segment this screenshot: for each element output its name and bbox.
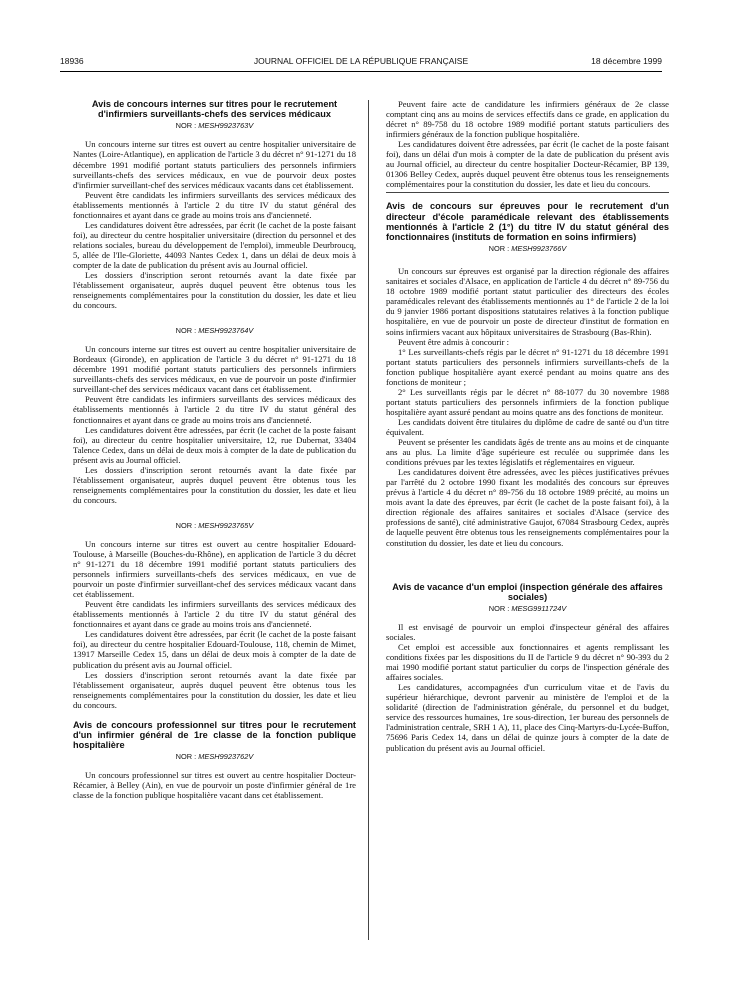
nor-label: NOR : — [175, 121, 197, 131]
notice-strasbourg — [386, 201, 669, 547]
nor-reference — [386, 244, 669, 254]
notice-igas — [386, 582, 669, 753]
notice-belley-continued — [386, 99, 669, 189]
nor-code: MESG9911724V — [511, 603, 567, 613]
paragraph: Les candidatures doivent être adressées, par écrit (le cachet de la poste faisant foi), au directeur du centre hospitalier universitaire (direction du personnel et des relations sociales, bureau du développement de l'emploi), immeuble Deurbroucq, 5, allée de l'Ile-Gloriette, 44093 Nantes Cedex 1, dans un délai de deux mois à compter de la date de publication du présent avis au Journal officiel. — [73, 219, 356, 270]
paragraph: Les candidatures doivent être adressées, par écrit (le cachet de la poste faisant foi), au directeur du centre hospitalier Edouard-Toulouse, 118, chemin de Mimet, 13917 Marseille Cedex 15, dans un délai de deux mois à compter de la date de publication du présent avis au Journal officiel. — [73, 629, 356, 670]
nor-code: MESH9923763V — [198, 121, 254, 131]
notice-belley — [73, 720, 356, 801]
page-number: 18936 — [60, 56, 84, 66]
nor-reference — [73, 521, 356, 531]
nor-label: NOR : — [488, 603, 510, 613]
paragraph: Les dossiers d'inscription seront retournés avant la date fixée par l'établissement organisateur, auprès duquel peuvent être obtenus tous les renseignements complémentaires pour la constitution du dossier, les date et lieu du concours. — [73, 270, 356, 311]
paragraph: Les candidatures doivent être adressées, avec les pièces justificatives prévues par l'arrêté du 2 octobre 1990 fixant les modalités des concours sur épreuves prévus à l'article 4 du décret n° 89-756 du 18 octobre 1989 précité, au moins un mois avant la date des épreuves, par écrit (le cachet de la poste faisant foi), à la direction régionale des affaires sanitaires et sociales d'Alsace (service des professions de santé), cité administrative Gaujot, 67084 Strasbourg Cedex, auprès de laquelle peuvent être obtenus tous les renseignements complémentaires pour la constitution du dossier, les date et lieu du concours. — [386, 467, 669, 548]
journal-title: JOURNAL OFFICIEL DE LA RÉPUBLIQUE FRANÇAISE — [253, 56, 469, 66]
notice-nantes — [73, 99, 356, 310]
paragraph: Peuvent faire acte de candidature les infirmiers généraux de 2e classe comptant cinq ans au moins de services effectifs dans ce grade, en application du décret n° 89-758 du 18 octobre 1989 modifié portant statuts particuliers des infirmiers généraux de la fonction publique hospitalière. — [386, 99, 669, 140]
column-divider — [368, 100, 369, 940]
nor-code: MESH9923766V — [511, 244, 567, 254]
paragraph: Un concours interne sur titres est ouvert au centre hospitalier Edouard-Toulouse, à Marseille (Bouches-du-Rhône), en application de l'article 3 du décret n° 91-1271 du 18 décembre 1991 modifié portant statuts particuliers des personnels infirmiers surveillants-chefs des services médicaux, en vue de pourvoir un poste d'infirmier surveillant-chef des services médicaux vacant dans cet établissement. — [73, 538, 356, 600]
page-header — [60, 56, 662, 70]
notice-bordeaux — [73, 326, 356, 505]
paragraph: Les candidatures doivent être adressées, par écrit (le cachet de la poste faisant foi), dans un délai d'un mois à compter de la date de publication du présent avis au Journal officiel, au directeur du centre hospitalier Docteur-Récamier, BP 139, 01306 Belley Cedex, auprès duquel peuvent être obtenus tous les renseignements complémentaires pour la constitution du dossier, les date et lieu du concours. — [386, 139, 669, 190]
paragraph: Les dossiers d'inscription seront retournés avant la date fixée par l'établissement organisateur, auprès duquel peuvent être obtenus tous les renseignements complémentaires pour la constitution du dossier, les date et lieu du concours. — [73, 464, 356, 505]
notice-title: Avis de concours professionnel sur titres pour le recrutement d'un infirmier général de 1re classe de la fonction publique hospitalière — [73, 719, 356, 751]
notice-title: Avis de concours sur épreuves pour le recrutement d'un directeur d'école paramédicale relevant des établissements mentionnés à l'article 2 (1°) du titre IV du statut général des fonctionnaires (instituts de formation en soins infirmiers) — [386, 201, 669, 243]
nor-label: NOR : — [175, 752, 197, 762]
section-rule — [386, 192, 669, 193]
notice-title: Avis de vacance d'un emploi (inspection générale des affaires sociales) — [392, 581, 663, 602]
paragraph: Un concours interne sur titres est ouvert au centre hospitalier universitaire de Bordeaux (Gironde), en application de l'article 3 du décret n° 91-1271 du 18 décembre 1991 modifié portant statuts particuliers des personnels infirmiers surveillants-chefs des services médicaux, en vue de pourvoir un poste d'infirmier surveillant-chef des services médicaux vacant dans cet établissement. — [73, 344, 356, 395]
header-rule — [60, 71, 662, 72]
nor-label: NOR : — [175, 326, 197, 336]
nor-code: MESH9923765V — [198, 520, 254, 530]
paragraph: Cet emploi est accessible aux fonctionnaires et agents remplissant les conditions fixées par les dispositions du II de l'article 9 du décret n° 90-393 du 2 mai 1990 modifié portant statut particulier du corps de l'inspection générale des affaires sociales. — [386, 642, 669, 683]
paragraph: Peuvent être admis à concourir : — [398, 336, 509, 347]
nor-label: NOR : — [175, 520, 197, 530]
paragraph: 2° Les surveillants régis par le décret n° 88-1077 du 30 novembre 1988 portant statuts particuliers des personnels infirmiers de la fonction publique hospitalière ayant assuré pendant au moins quatre ans des fonctions de moniteur. — [386, 386, 669, 417]
nor-reference — [73, 326, 356, 336]
publication-date: 18 décembre 1999 — [591, 56, 662, 66]
right-column — [386, 99, 669, 753]
paragraph: Les candidatures, accompagnées d'un curriculum vitae et de l'avis du supérieur hiérarchique, devront parvenir au ministère de l'emploi et de la solidarité (direction de l'administration générale, du personnel et du budget, service des ressources humaines, 1re sous-direction, 1er bureau des personnels de l'administration centrale, SRH 1 A), 11, place des Cinq-Martyrs-du-Lycée-Buffon, 75696 Paris Cedex 14, dans un délai de quinze jours à compter de la date de publication du présent avis au Journal officiel. — [386, 682, 669, 753]
paragraph: Un concours professionnel sur titres est ouvert au centre hospitalier Docteur-Récamier, à Belley (Ain), en vue de pourvoir un poste d'infirmier général de 1re classe de la fonction publique hospitalière vacant dans cet établissement. — [73, 770, 356, 801]
left-column — [73, 99, 356, 801]
nor-reference — [386, 604, 669, 614]
notice-title: Avis de concours internes sur titres pour le recrutement d'infirmiers surveillants-chefs des services médicaux — [91, 99, 338, 120]
notice-marseille — [73, 521, 356, 710]
nor-code: MESH9923762V — [198, 752, 254, 762]
paragraph: Peuvent être candidats les infirmiers surveillants des services médicaux des établissements mentionnés à l'article 2 du titre IV du statut général des fonctionnaires et ayant dans ce grade au moins trois ans d'ancienneté. — [73, 599, 356, 630]
paragraph: Les candidats doivent être titulaires du diplôme de cadre de santé ou d'un titre équivalent. — [386, 416, 669, 437]
paragraph: Un concours sur épreuves est organisé par la direction régionale des affaires sanitaires et sociales d'Alsace, en application de l'article 4 du décret n° 89-756 du 18 octobre 1989 modifié portant statut particulier des directeurs des écoles paramédicales relevant des établissements mentionnés au 1° de l'article 2 de la loi du 9 janvier 1986 portant dispositions statutaires relatives à la fonction publique hospitalière, en vue de pourvoir un poste de directeur d'institut de formation en soins infirmiers vacant aux hôpitaux universitaires de Strasbourg (Bas-Rhin). — [386, 266, 669, 337]
nor-label: NOR : — [488, 244, 510, 254]
paragraph: Peuvent se présenter les candidats âgés de trente ans au moins et de cinquante ans au plus. La limite d'âge supérieure est reculée ou supprimée dans les conditions prévues par les textes législatifs et réglementaires en vigueur. — [386, 437, 669, 468]
nor-reference — [73, 121, 356, 131]
paragraph: Peuvent être candidats les infirmiers surveillants des services médicaux des établissements mentionnés à l'article 2 du titre IV du statut général des fonctionnaires et ayant dans ce grade au moins trois ans d'ancienneté. — [73, 394, 356, 425]
paragraph: Peuvent être candidats les infirmiers surveillants des services médicaux des établissements mentionnés à l'article 2 du titre IV du statut général des fonctionnaires et ayant dans ce grade au moins trois ans d'ancienneté. — [73, 189, 356, 220]
paragraph: 1° Les surveillants-chefs régis par le décret n° 91-1271 du 18 décembre 1991 portant statuts particuliers des personnels infirmiers surveillants-chefs de la fonction publique hospitalière ayant exercé pendant au moins quatre ans des fonctions de moniteur ; — [386, 346, 669, 387]
paragraph: Les dossiers d'inscription seront retournés avant la date fixée par l'établissement organisateur, auprès duquel peuvent être obtenus tous les renseignements complémentaires pour la constitution du dossier, les date et lieu du concours. — [73, 669, 356, 710]
paragraph: Un concours interne sur titres est ouvert au centre hospitalier universitaire de Nantes (Loire-Atlantique), en application de l'article 3 du décret n° 91-1271 du 18 décembre 1991 modifié portant statuts particuliers des personnels infirmiers surveillants-chefs des services médicaux, en vue de pourvoir deux postes d'infirmier surveillant-chef des services médicaux vacants dans cet établissement. — [73, 139, 356, 190]
paragraph: Les candidatures doivent être adressées, par écrit (le cachet de la poste faisant foi), au directeur du centre hospitalier universitaire, 12, rue Dubernat, 33404 Talence Cedex, dans un délai de deux mois à compter de la date de publication du présent avis au Journal officiel. — [73, 424, 356, 465]
nor-code: MESH9923764V — [198, 326, 254, 336]
paragraph: Il est envisagé de pourvoir un emploi d'inspecteur général des affaires sociales. — [386, 621, 669, 642]
nor-reference — [73, 752, 356, 762]
